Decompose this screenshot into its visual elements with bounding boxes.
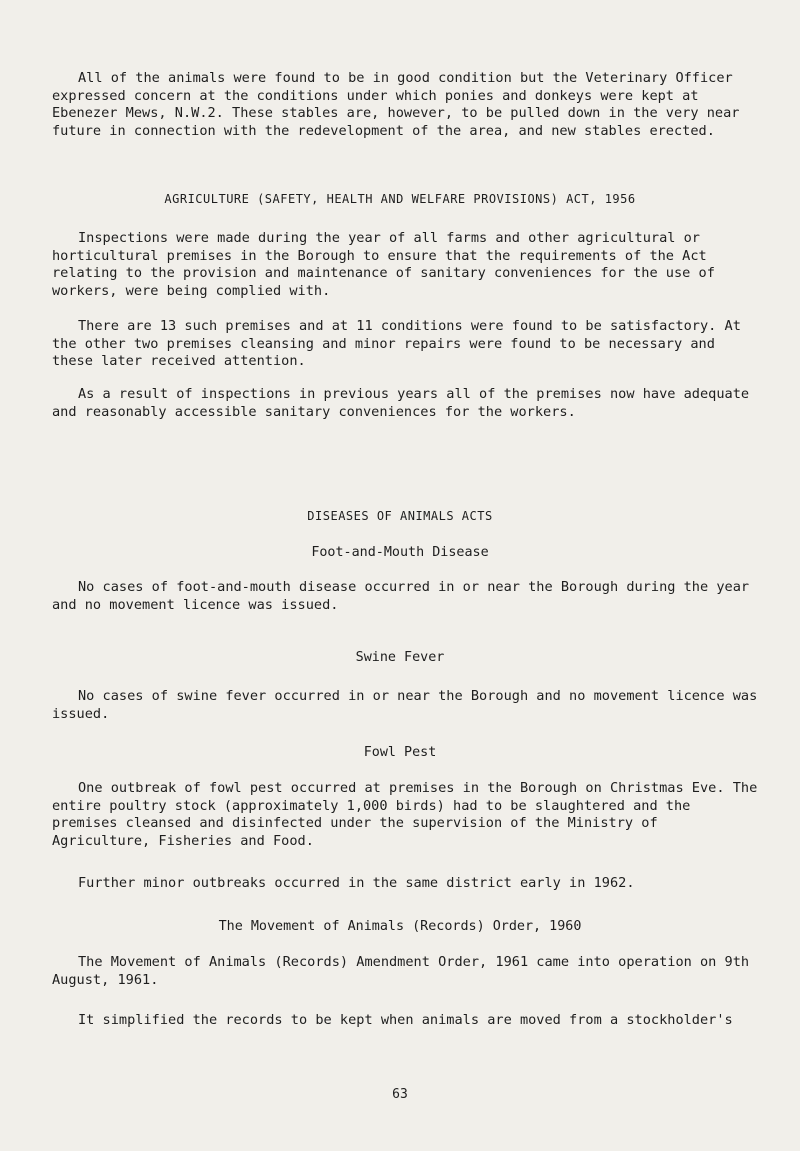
fowl-pest-title: Fowl Pest — [363, 745, 437, 760]
fowl-pest-text-2: Further minor outbreaks occurred in the same district early in 1962. — [78, 875, 635, 891]
swine-fever-text: No cases of swine fever occurred in or near the Borough and no movement licence was issued. — [52, 688, 758, 722]
movement-order-title: The Movement of Animals (Records) Order, 1960 — [218, 919, 582, 934]
swine-fever-title: Swine Fever — [355, 650, 445, 665]
foot-and-mouth-title: Foot-and-Mouth Disease — [311, 545, 489, 560]
agriculture-paragraph-3: As a result of inspections in previous years all of the premises now have adequate and reasonably accessible sanitary conveniences for the workers. — [52, 386, 750, 420]
page-number: 63 — [392, 1087, 408, 1102]
diseases-heading: DISEASES OF ANIMALS ACTS — [307, 509, 493, 523]
movement-order-text-2: It simplified the records to be kept when animals are moved from a stockholder's — [78, 1012, 733, 1028]
agriculture-paragraph-2: There are 13 such premises and at 11 conditions were found to be satisfactory. At the other two premises cleansing and minor repairs were found to be necessary and these later received attention. — [52, 318, 741, 369]
fowl-pest-text: One outbreak of fowl pest occurred at premises in the Borough on Christmas Eve. The entire poultry stock (approximately 1,000 birds) had to be slaughtered and the premises cleansed and disinfected under the supervision of the Ministry of Agriculture, Fisheries and Food. — [52, 780, 758, 849]
intro-paragraph: All of the animals were found to be in good condition but the Veterinary Officer expressed concern at the conditions under which ponies and donkeys were kept at Ebenezer Mews, N.W.2. These stables are, however, to be pulled down in the very near future in connection with the redevelopment of the area, and new stables erected. — [52, 70, 740, 139]
agriculture-act-heading: AGRICULTURE (SAFETY, HEALTH AND WELFARE PROVISIONS) ACT, 1956 — [164, 192, 636, 206]
foot-and-mouth-text: No cases of foot-and-mouth disease occurred in or near the Borough during the year and no movement licence was issued. — [52, 579, 750, 613]
movement-order-text: The Movement of Animals (Records) Amendment Order, 1961 came into operation on 9th August, 1961. — [52, 954, 750, 988]
agriculture-paragraph-1: Inspections were made during the year of all farms and other agricultural or horticultural premises in the Borough to ensure that the requirements of the Act relating to the provision and maintenance of sanitary conveniences for the use of workers, were being complied with. — [52, 230, 715, 299]
